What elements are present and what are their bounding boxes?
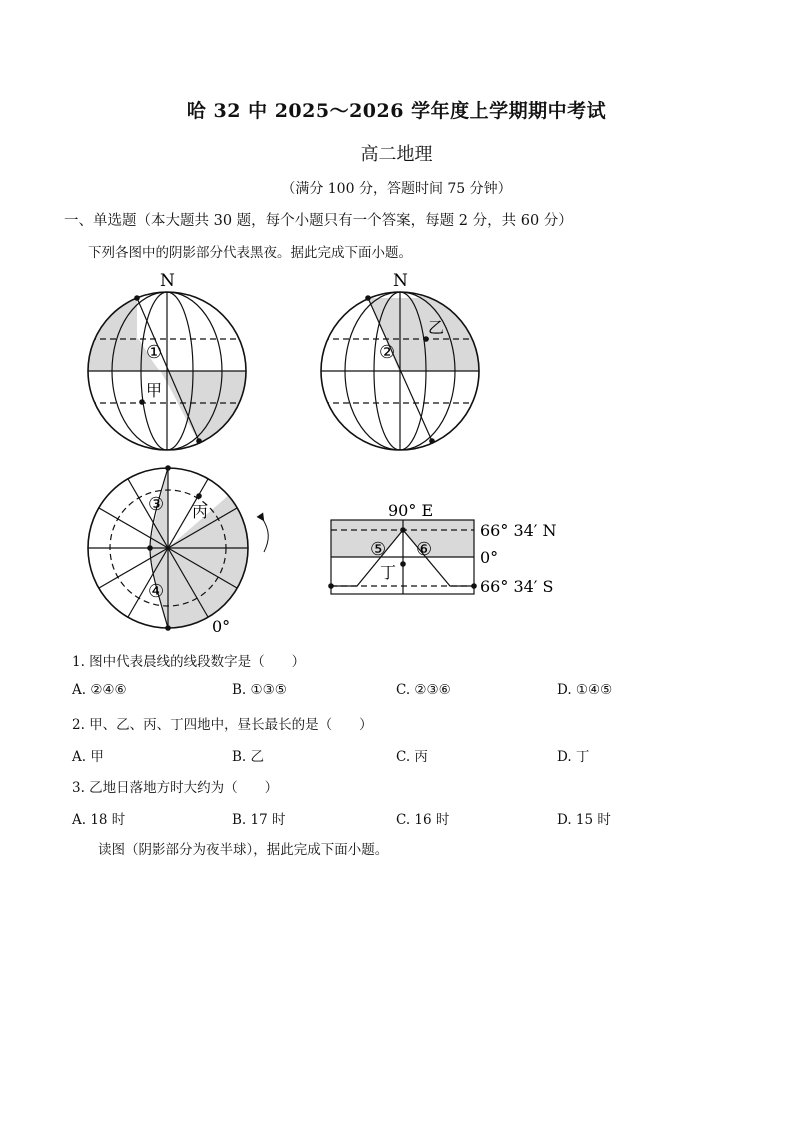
rectangular-map bbox=[328, 501, 556, 596]
place-bing-label: 丙 bbox=[192, 502, 209, 521]
lat-eq-label: 0° bbox=[480, 548, 499, 567]
lat-s-label: 66° 34′ S bbox=[480, 577, 554, 596]
illumination-figure bbox=[0, 260, 793, 640]
globe-2 bbox=[313, 271, 483, 450]
option-c[interactable]: C. ②③⑥ bbox=[396, 682, 451, 698]
section-heading: 一、单选题（本大题共 30 题，每个小题只有一个答案，每题 2 分，共 60 分） bbox=[64, 213, 573, 229]
option-b[interactable]: B. 乙 bbox=[232, 749, 265, 765]
longitude-90e-label: 90° E bbox=[388, 501, 434, 520]
terminator-label-5: ⑤ bbox=[370, 539, 387, 560]
option-a[interactable]: A. 甲 bbox=[72, 749, 104, 765]
option-d[interactable]: D. ①④⑤ bbox=[557, 682, 613, 698]
lat-n-label: 66° 34′ N bbox=[480, 521, 557, 540]
terminator-label-2: ② bbox=[379, 342, 396, 363]
option-d[interactable]: D. 丁 bbox=[557, 749, 590, 765]
option-a[interactable]: A. ②④⑥ bbox=[72, 682, 127, 698]
option-d[interactable]: D. 15 时 bbox=[557, 812, 611, 828]
question-stem: 1. 图中代表晨线的线段数字是（ ） bbox=[72, 654, 306, 670]
option-c[interactable]: C. 丙 bbox=[396, 749, 428, 765]
terminator-label-4: ④ bbox=[148, 581, 165, 602]
place-jia-label: 甲 bbox=[146, 381, 163, 400]
subject-title: 高二地理 bbox=[360, 144, 433, 165]
question-stem: 3. 乙地日落地方时大约为（ ） bbox=[72, 780, 279, 796]
globe-1 bbox=[60, 271, 250, 450]
exam-title: 哈 32 中 2025～2026 学年度上学期期中考试 bbox=[186, 100, 607, 122]
question-stem: 2. 甲、乙、丙、丁四地中，昼长最长的是（ ） bbox=[72, 717, 373, 733]
place-ding-label: 丁 bbox=[380, 563, 397, 582]
option-b[interactable]: B. 17 时 bbox=[232, 812, 286, 828]
north-label-2: N bbox=[393, 271, 408, 291]
option-c[interactable]: C. 16 时 bbox=[396, 812, 450, 828]
terminator-label-6: ⑥ bbox=[416, 539, 433, 560]
terminator-label-3: ③ bbox=[148, 494, 165, 515]
north-label-1: N bbox=[160, 271, 175, 291]
question-group-intro: 下列各图中的阴影部分代表黑夜。据此完成下面小题。 bbox=[88, 245, 412, 261]
polar-view-globe bbox=[88, 465, 268, 636]
score-note: （满分 100 分，答题时间 75 分钟） bbox=[281, 181, 512, 197]
place-yi-label: 乙 bbox=[428, 318, 445, 337]
option-b[interactable]: B. ①③⑤ bbox=[232, 682, 287, 698]
terminator-label-1: ① bbox=[146, 342, 163, 363]
question-group-intro: 读图（阴影部分为夜半球），据此完成下面小题。 bbox=[98, 842, 389, 858]
option-a[interactable]: A. 18 时 bbox=[72, 812, 126, 828]
prime-meridian-label: 0° bbox=[212, 617, 231, 636]
